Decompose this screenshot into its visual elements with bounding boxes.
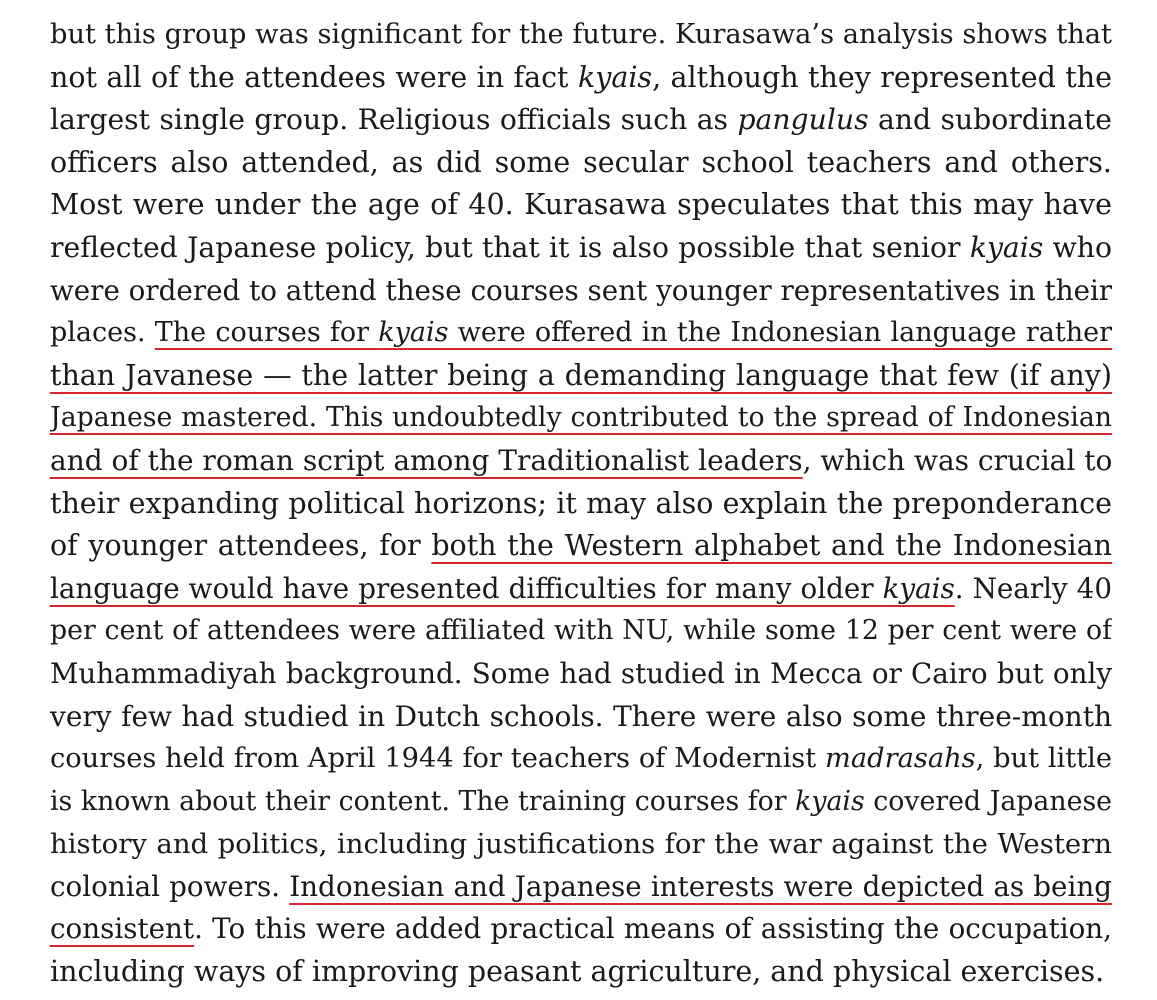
text-line xyxy=(50,781,1112,824)
text-run: who xyxy=(1043,230,1112,264)
italic-text: kyais xyxy=(795,785,865,817)
text-line xyxy=(50,14,1112,57)
text-line xyxy=(50,866,1112,909)
text-run: very few had studied in Dutch schools. There were also some three-month xyxy=(50,699,1112,733)
italic-text: pangulus xyxy=(737,103,869,137)
text-run: their expanding political horizons; it may also explain the preponderance xyxy=(50,486,1112,520)
italic-text: kyais xyxy=(577,60,653,94)
text-run: places. xyxy=(50,317,155,349)
text-run: of younger attendees, for xyxy=(50,529,432,563)
body-paragraph xyxy=(50,14,1112,994)
text-run: and subordinate xyxy=(868,103,1112,137)
text-run: officers also attended, as did some secular school teachers and others. xyxy=(50,145,1112,179)
text-run: including ways of improving peasant agriculture, and physical exercises. xyxy=(50,955,1105,989)
text-run: . To this were added practical means of assisting the occupation, xyxy=(194,912,1112,946)
highlighted-text: kyais xyxy=(882,571,955,605)
text-line xyxy=(50,312,1112,355)
text-run: per cent of attendees were affiliated with NU, while some 12 per cent were of xyxy=(50,615,1112,647)
highlighted-text: kyais xyxy=(378,317,449,349)
text-line xyxy=(50,483,1112,526)
highlighted-text: consistent xyxy=(50,912,195,946)
text-run: Muhammadiyah background. Some had studied in Mecca or Cairo but only xyxy=(50,656,1112,690)
highlighted-text: The courses for xyxy=(154,317,379,349)
text-line xyxy=(50,184,1112,227)
text-line xyxy=(50,568,1112,611)
highlighted-text: language would have presented difficulties for many older xyxy=(50,571,883,605)
text-run: colonial powers. xyxy=(50,869,290,903)
text-line xyxy=(50,440,1112,483)
document-page xyxy=(50,14,1112,994)
highlighted-text: both the Western alphabet and the Indonesian xyxy=(431,529,1112,563)
text-line xyxy=(50,696,1112,739)
highlighted-text: Japanese mastered. This undoubtedly contributed to the spread of Indonesian xyxy=(50,402,1112,434)
text-line xyxy=(50,653,1112,696)
text-line xyxy=(50,270,1112,313)
text-run: but this group was significant for the future. Kurasawa’s analysis shows that xyxy=(50,19,1112,50)
text-line xyxy=(50,397,1112,440)
text-run: history and politics, including justifications for the war against the Western xyxy=(50,828,1112,861)
text-run: largest single group. Religious officials such as xyxy=(50,103,738,137)
text-line xyxy=(50,610,1112,653)
highlighted-text: Indonesian and Japanese interests were depicted as being xyxy=(289,869,1112,903)
text-run: were ordered to attend these courses sent younger representatives in their xyxy=(50,273,1112,307)
text-run: , which was crucial to xyxy=(802,443,1112,477)
text-run: courses held from April 1944 for teachers of Modernist xyxy=(50,743,826,775)
text-run: , but little xyxy=(975,743,1112,775)
text-line xyxy=(50,525,1112,568)
text-run: . Nearly 40 xyxy=(954,571,1112,605)
text-run: reflected Japanese policy, but that it is also possible that senior xyxy=(50,230,970,264)
italic-text: madrasahs xyxy=(825,743,976,775)
text-run: Most were under the age of 40. Kurasawa speculates that this may have xyxy=(50,188,1112,222)
text-run: not all of the attendees were in fact xyxy=(50,60,578,94)
text-line xyxy=(50,227,1112,270)
highlighted-text: and of the roman script among Traditionalist leaders xyxy=(50,443,803,477)
highlighted-text: were offered in the Indonesian language rather xyxy=(448,317,1112,349)
text-line xyxy=(50,57,1112,100)
text-run: , although they represented the xyxy=(652,60,1112,94)
italic-text: kyais xyxy=(969,230,1044,264)
highlighted-text: than Javanese — the latter being a demanding language that few (if any) xyxy=(50,358,1112,392)
text-line xyxy=(50,738,1112,781)
text-line xyxy=(50,823,1112,866)
text-run: covered Japanese xyxy=(864,785,1112,817)
text-run: is known about their content. The training courses for xyxy=(50,785,796,817)
text-line xyxy=(50,951,1112,994)
text-line xyxy=(50,355,1112,398)
text-line xyxy=(50,908,1112,951)
text-line xyxy=(50,142,1112,185)
text-line xyxy=(50,99,1112,142)
